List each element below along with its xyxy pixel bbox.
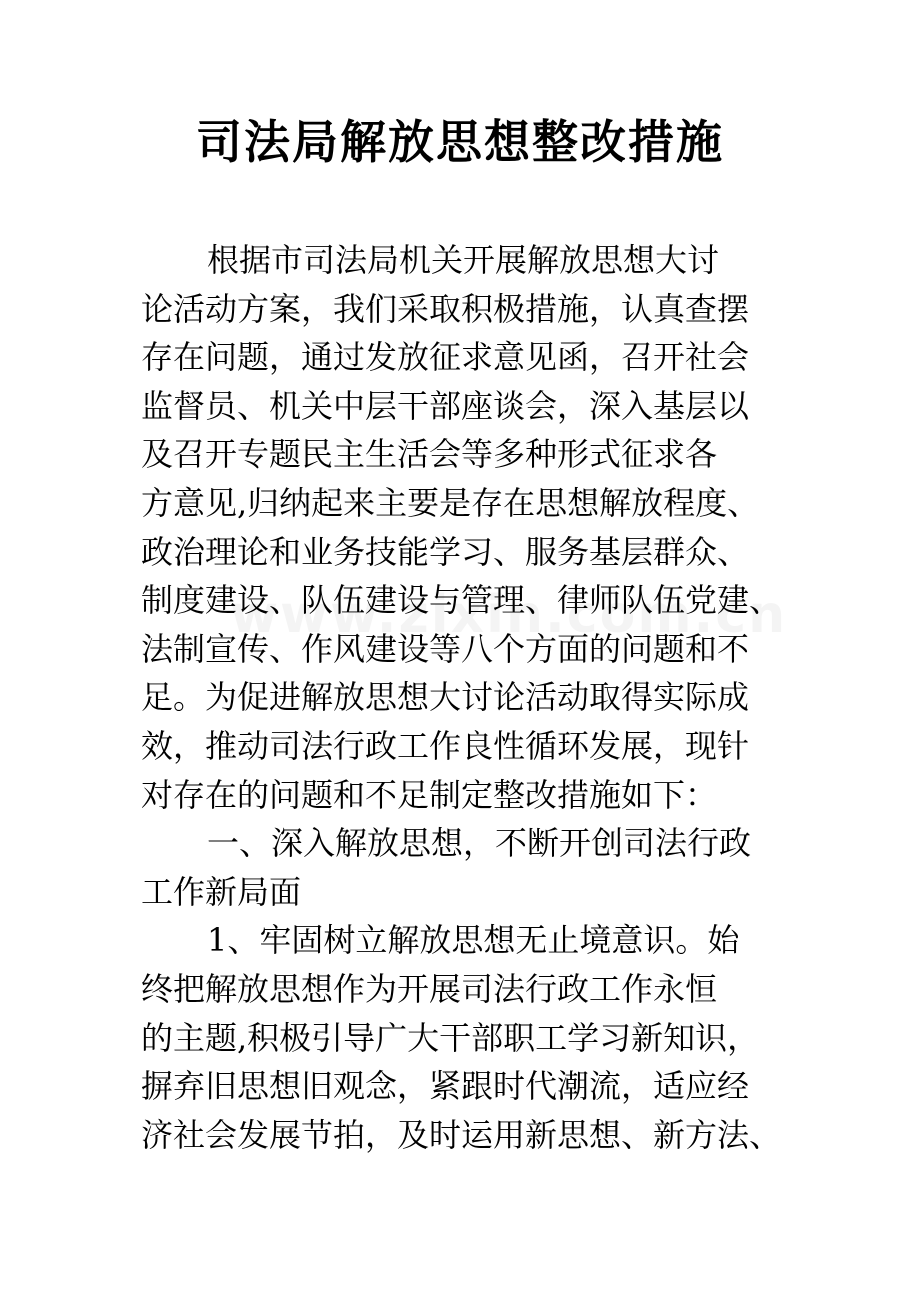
paragraph-line: 存在问题，通过发放征求意见函，召开社会 <box>141 338 750 377</box>
paragraph-line: 政治理论和业务技能学习、服务基层群众、 <box>141 532 750 571</box>
paragraph-line: 法制宣传、作风建设等八个方面的问题和不 <box>141 629 750 668</box>
paragraph-line: 摒弃旧思想旧观念，紧跟时代潮流，适应经 <box>141 1067 750 1106</box>
paragraph-line: 对存在的问题和不足制定整改措施如下： <box>141 775 718 814</box>
paragraph-line: 足。为促进解放思想大讨论活动取得实际成 <box>141 678 750 717</box>
paragraph-line: 济社会发展节拍，及时运用新思想、新方法、 <box>141 1115 782 1154</box>
paragraph-line: 效，推动司法行政工作良性循环发展，现针 <box>141 726 750 765</box>
paragraph-line: 根据市司法局机关开展解放思想大讨 <box>207 241 720 279</box>
document-title: 司法局解放思想整改措施 <box>196 115 724 169</box>
paragraph-line: 终把解放思想作为开展司法行政工作永恒 <box>141 969 718 1008</box>
paragraph-line: 论活动方案，我们采取积极措施，认真查摆 <box>141 289 750 328</box>
paragraph-line: 方意见,归纳起来主要是存在思想解放程度、 <box>141 483 760 522</box>
paragraph-line: 制度建设、队伍建设与管理、律师队伍党建、 <box>141 581 782 620</box>
paragraph-line: 及召开专题民主生活会等多种形式征求各 <box>141 435 718 474</box>
paragraph-line: 1、牢固树立解放思想无止境意识。始 <box>207 921 740 960</box>
paragraph-line: 的主题,积极引导广大干部职工学习新知识， <box>141 1018 760 1057</box>
section-heading-line: 工作新局面 <box>141 872 302 911</box>
paragraph-line: 监督员、机关中层干部座谈会，深入基层以 <box>141 386 750 425</box>
section-heading-line: 一、深入解放思想，不断开创司法行政 <box>207 824 752 863</box>
document-body <box>141 236 841 1159</box>
